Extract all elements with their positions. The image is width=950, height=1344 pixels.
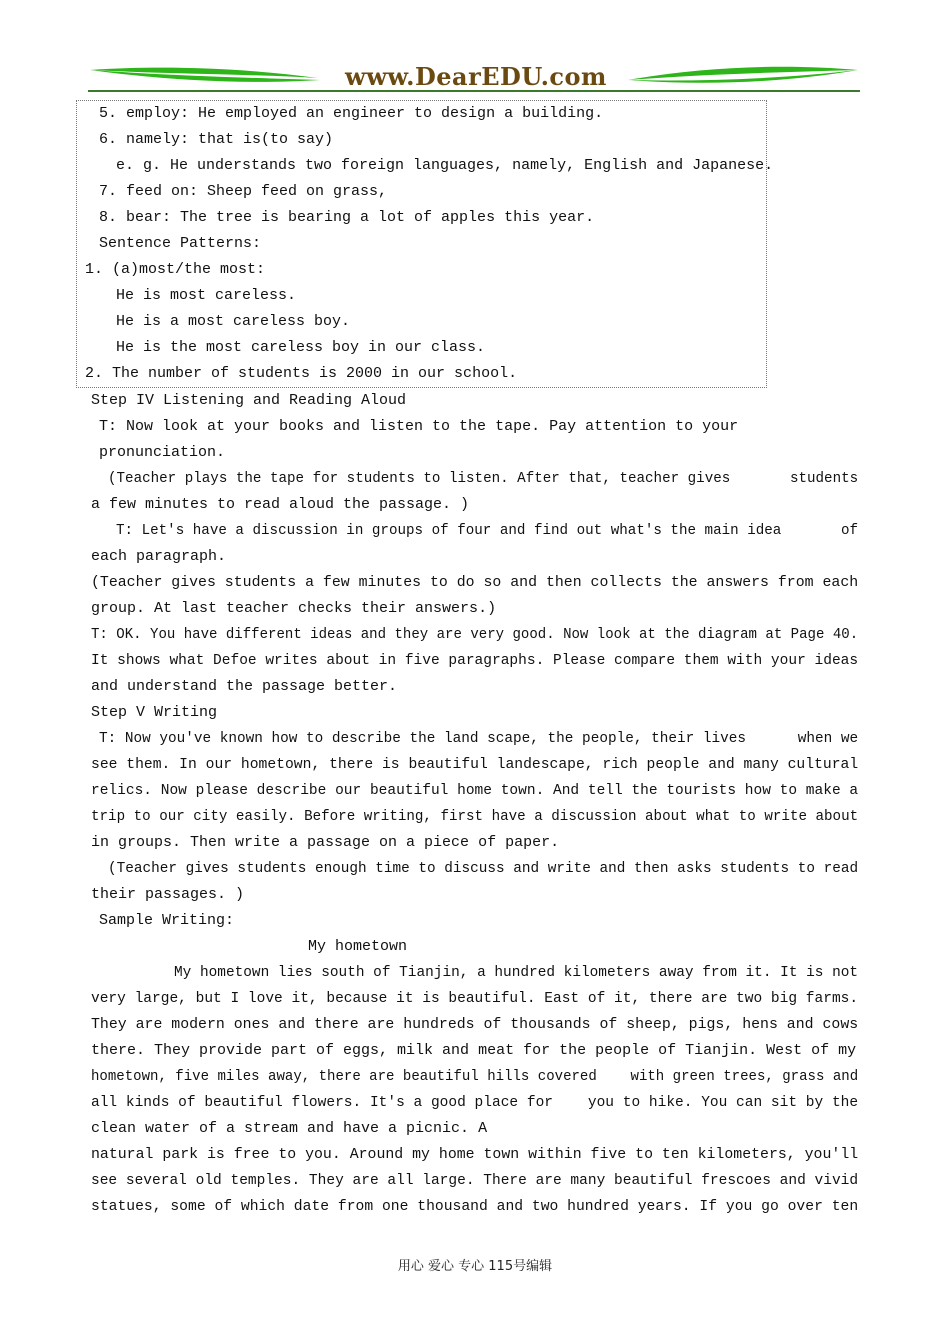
sample-line-6: all kinds of beautiful flowers. It's a good place for you to hike. You can sit by the	[91, 1094, 859, 1111]
pattern-2: 2. The number of students is 2000 in our school.	[85, 365, 518, 382]
step-5-teacher-line-3: relics. Now please describe our beautiful home town. And tell the tourists how to make a	[91, 782, 859, 799]
pattern-1: 1. (a)most/the most:	[85, 261, 266, 278]
sample-writing-label: Sample Writing:	[99, 912, 235, 929]
vocab-item-5: 5. employ: He employed an engineer to design a building.	[99, 105, 604, 122]
sample-writing-title: My hometown	[308, 938, 408, 955]
sample-line-3: They are modern ones and there are hundreds of thousands of sheep, pigs, hens and cows	[91, 1016, 859, 1033]
pattern-1-example-1: He is most careless.	[116, 287, 297, 304]
step-5-note-line-1: (Teacher gives students enough time to discuss and write and then asks students to read	[108, 860, 859, 877]
vocab-item-8: 8. bear: The tree is bearing a lot of apples this year.	[99, 209, 595, 226]
sample-line-4: there. They provide part of eggs, milk and meat for the people of Tianjin. West of my	[91, 1042, 857, 1059]
right-swoosh	[628, 67, 858, 80]
step-4-teacher-2-line-1: T: Let's have a discussion in groups of four and find out what's the main idea of	[116, 522, 859, 539]
step-4-heading: Step IV Listening and Reading Aloud	[91, 392, 407, 409]
header-rule	[88, 90, 860, 92]
sample-line-1: My hometown lies south of Tianjin, a hundred kilometers away from it. It is not	[174, 964, 859, 981]
step-5-note-line-2: their passages. )	[91, 886, 245, 903]
sample-line-9: see several old temples. They are all large. There are many beautiful frescoes and vivid	[91, 1172, 859, 1189]
step-5-heading: Step V Writing	[91, 704, 218, 721]
sentence-patterns-heading: Sentence Patterns:	[99, 235, 262, 252]
step-4-note-2-line-2: group. At last teacher checks their answers.)	[91, 600, 497, 617]
pattern-1-example-2: He is a most careless boy.	[116, 313, 351, 330]
vocab-item-6: 6. namely: that is(to say)	[99, 131, 334, 148]
vocab-item-7: 7. feed on: Sheep feed on grass,	[99, 183, 388, 200]
step-4-note-1-line-1: (Teacher plays the tape for students to listen. After that, teacher gives students	[108, 470, 859, 487]
step-5-teacher-line-1: T: Now you've known how to describe the land scape, the people, their lives when we	[99, 730, 859, 747]
vocab-item-6-example: e. g. He understands two foreign languages, namely, English and Japanese.	[116, 157, 774, 174]
step-4-teacher-3-line-1: T: OK. You have different ideas and they are very good. Now look at the diagram at Page 40.	[91, 626, 859, 643]
step-5-teacher-line-5: in groups. Then write a passage on a piece of paper.	[91, 834, 560, 851]
step-4-teacher-3-line-2: It shows what Defoe writes about in five paragraphs. Please compare them with your ideas	[91, 652, 859, 669]
site-logo-text: www.DearEDU.com	[345, 62, 607, 91]
page-header	[88, 62, 860, 94]
step-4-teacher-1-line-2: pronunciation.	[99, 444, 226, 461]
sample-line-10: statues, some of which date from one thousand and two hundred years. If you go over ten	[91, 1198, 859, 1215]
step-4-teacher-2-line-2: each paragraph.	[91, 548, 227, 565]
sample-line-8: natural park is free to you. Around my home town within five to ten kilometers, you'll	[91, 1146, 859, 1163]
step-4-teacher-3-line-3: and understand the passage better.	[91, 678, 398, 695]
sample-line-5: hometown, five miles away, there are beautiful hills covered with green trees, grass and	[91, 1068, 859, 1085]
step-5-teacher-line-2: see them. In our hometown, there is beautiful landescape, rich people and many cultural	[91, 756, 859, 773]
step-4-note-2-line-1: (Teacher gives students a few minutes to do so and then collects the answers from each	[91, 574, 859, 591]
page-footer: 用心 爱心 专心 115号编辑	[397, 1259, 553, 1274]
sample-line-7: clean water of a stream and have a picnic. A	[91, 1120, 488, 1137]
step-4-note-1-line-2: a few minutes to read aloud the passage. )	[91, 496, 470, 513]
sample-line-2: very large, but I love it, because it is beautiful. East of it, there are two big farms.	[91, 990, 859, 1007]
step-4-teacher-1-line-1: T: Now look at your books and listen to the tape. Pay attention to your	[99, 418, 739, 435]
step-5-teacher-line-4: trip to our city easily. Before writing, first have a discussion about what to write about	[91, 808, 859, 825]
pattern-1-example-3: He is the most careless boy in our class.	[116, 339, 486, 356]
